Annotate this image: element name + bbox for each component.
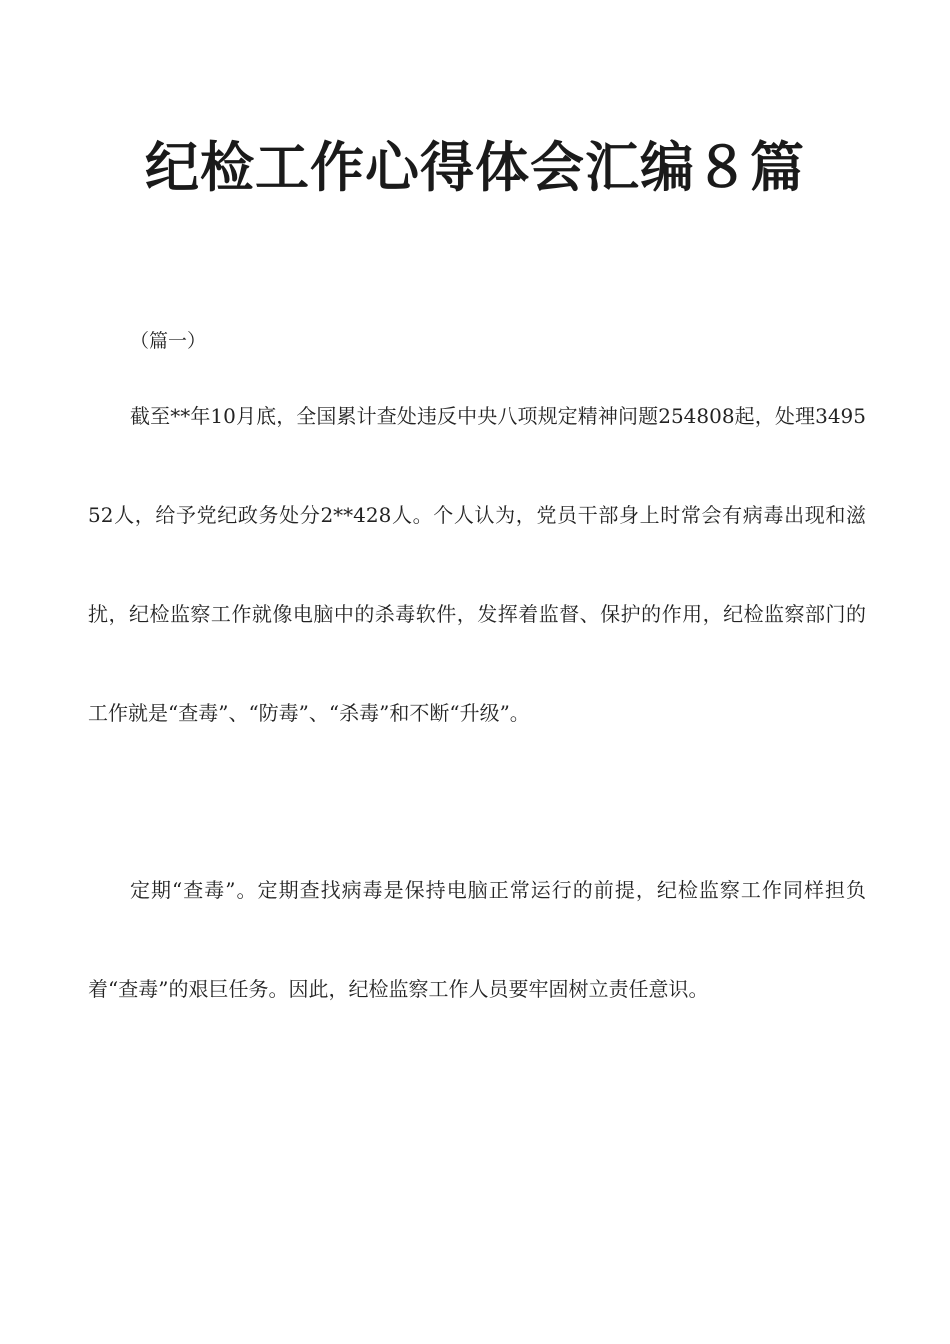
paragraph-2: 定期“查毒”。定期查找病毒是保持电脑正常运行的前提，纪检监察工作同样担负着“查毒”的艰巨任务。因此，纪检监察工作人员要牢固树立责任意识。	[88, 878, 866, 1001]
section-label: （篇一）	[130, 330, 207, 352]
document-title: 纪检工作心得体会汇编８篇	[145, 136, 805, 199]
paragraph-1: 截至**年10月底，全国累计查处违反中央八项规定精神问题254808起，处理349552人，给予党纪政务处分2**428人。个人认为，党员干部身上时常会有病毒出现和滋扰，纪检监察工作就像电脑中的杀毒软件，发挥着监督、保护的作用，纪检监察部门的工作就是“查毒”、“防毒”、“杀毒”和不断“升级”。	[88, 404, 866, 725]
